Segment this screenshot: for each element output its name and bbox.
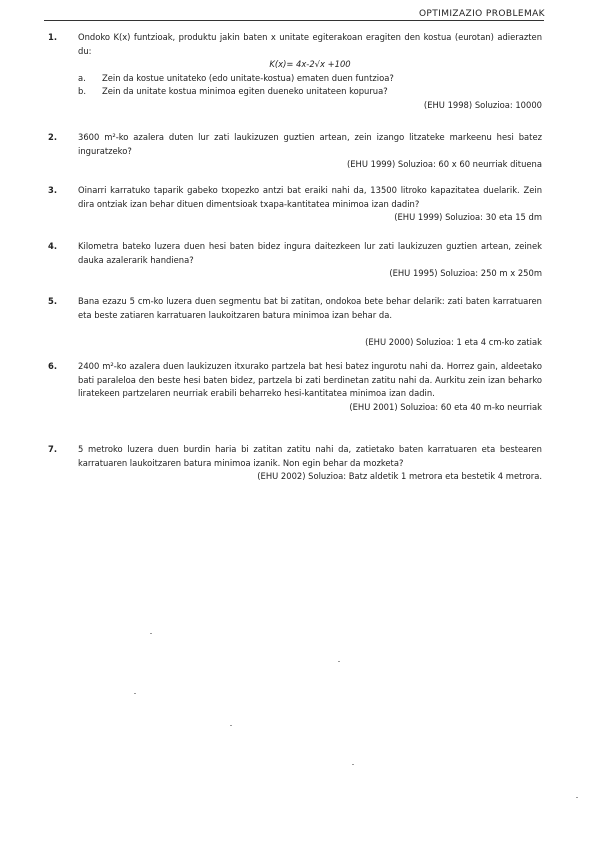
scan-speck (338, 661, 340, 662)
scan-speck (150, 633, 152, 634)
subitem-label: b. (78, 86, 86, 96)
subitem-text: Zein da unitate kostua minimoa egiten dueneko unitateen kopurua? (102, 86, 388, 96)
problem-body (78, 295, 542, 350)
problem-body (78, 443, 542, 484)
page-header-title: OPTIMIZAZIO PROBLEMAK (418, 9, 545, 19)
problem-body (78, 240, 542, 281)
problem-number: 3. (48, 185, 58, 195)
subitem-b (78, 85, 542, 99)
problem-number: 6. (48, 361, 58, 371)
subitem-label: a. (78, 72, 86, 83)
problem-reference: (EHU 2001) Soluzioa: 60 eta 40 m-ko neurriak (349, 401, 542, 412)
problem-text: Kilometra bateko luzera duen hesi baten bidez ingura daitezkeen lur zati laukizuzen guztien artean, zeinek dauka azalerarik handiena? (78, 241, 542, 265)
problem-body (78, 131, 542, 172)
subitem-a (78, 72, 542, 86)
problem-number: 4. (48, 241, 58, 251)
problem-text: 5 metroko luzera duen burdin haria bi zatitan zatitu nahi da, zatietako baten karratuaren eta bestearen karratuaren laukoitzaren batura minimoa izanik. Non egin behar da mozketa? (78, 444, 542, 468)
problem-body (78, 184, 542, 225)
problem-text: 3600 m²-ko azalera duten lur zati laukizuzen guztien artean, zein izango litzateke markeenu hesi batez inguratzeko? (78, 132, 542, 156)
problem-text: Oinarri karratuko taparik gabeko txopezko antzi bat eraiki nahi da, 13500 litroko kapazitatea duelarik. Zein dira ontziak izan behar dituen dimentsioak txapa-kantitatea minimoa izan dadin? (78, 185, 542, 209)
problem-text: Ondoko K(x) funtzioak, produktu jakin baten x unitate egiterakoan eragiten den kostua (eurotan) adierazten du: (78, 32, 542, 56)
problem-reference: (EHU 2002) Soluzioa: Batz aldetik 1 metrora eta bestetik 4 metrora. (257, 471, 542, 481)
scan-speck (230, 725, 232, 726)
problem-number: 7. (48, 444, 58, 454)
scan-speck (134, 693, 136, 694)
problem-body (78, 31, 542, 112)
problem-number: 2. (48, 132, 58, 142)
problem-text: 2400 m²-ko azalera duen laukizuzen itxurako partzela bat hesi batez ingurotu nahi da. Horrez gain, aldeetako bati paraleloa den beste hesi baten bidez, partzela bi zati berdinetan zatitu nahi da. Aurkitu zein izan beharko liratekeen partzelaren neurriak erabili beharreko hesi-kantitatea minimoa izan dadin. (78, 361, 542, 398)
problem-formula: K(x)= 4x-2√x +100 (269, 59, 351, 69)
problem-number: 1. (48, 32, 58, 42)
problem-reference: (EHU 1999) Soluzioa: 30 eta 15 dm (394, 212, 542, 222)
problem-reference: (EHU 2000) Soluzioa: 1 eta 4 cm-ko zatiak (365, 337, 542, 347)
problem-reference: (EHU 1999) Soluzioa: 60 x 60 neurriak dituena (347, 159, 542, 169)
problem-reference: (EHU 1998) Soluzioa: 10000 (423, 99, 542, 110)
problem-body (78, 360, 542, 414)
scan-speck (576, 797, 578, 798)
subitem-text: Zein da kostue unitateko (edo unitate-kostua) ematen duen funtzioa? (102, 72, 394, 83)
scan-speck (352, 764, 354, 765)
problem-text: Bana ezazu 5 cm-ko luzera duen segmentu bat bi zatitan, ondokoa bete behar delarik: zati baten karratuaren eta beste zatiaren karratuaren laukoitzaren batura minimoa izan behar da. (78, 296, 542, 320)
header-rule (44, 20, 544, 21)
problem-reference: (EHU 1995) Soluzioa: 250 m x 250m (389, 268, 542, 278)
problem-number: 5. (48, 296, 58, 306)
